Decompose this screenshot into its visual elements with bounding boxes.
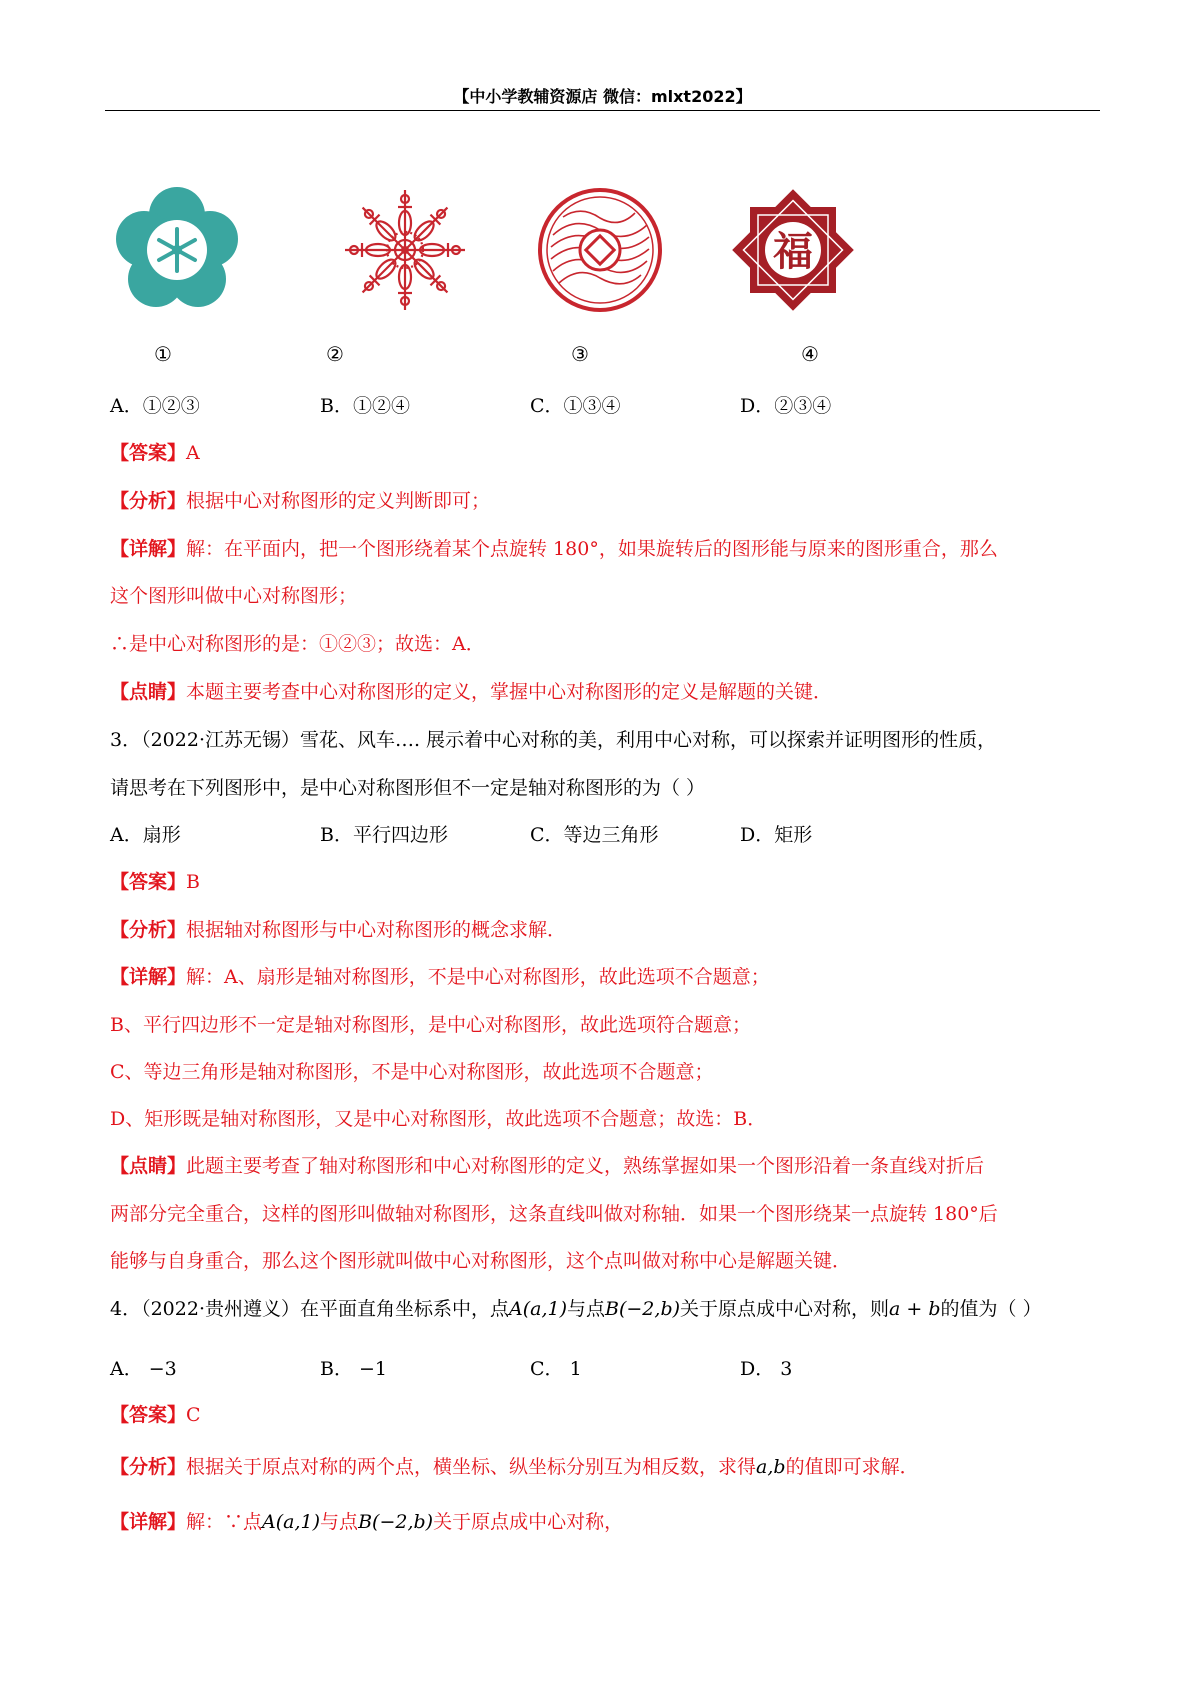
q2-detail-1: 【详解】解：在平面内，把一个图形绕着某个点旋转 180°，如果旋转后的图形能与原来的图形重合，那么: [110, 538, 998, 560]
q3-detail-1: 【详解】解：A、扇形是轴对称图形，不是中心对称图形，故此选项不合题意；: [110, 966, 770, 988]
snowflake-figure: [340, 185, 470, 315]
q4-detail: 【详解】解：∵点A(a,1)与点B(−2,b)关于原点成中心对称，: [110, 1511, 624, 1533]
q2-option-c: C．①③④: [530, 395, 621, 417]
figure-label-2: ②: [326, 342, 344, 366]
q3-stem-1: 3．（2022·江苏无锡）雪花、风车…. 展示着中心对称的美，利用中心对称，可以探索并证明图形的性质，: [110, 729, 997, 751]
q2-option-b: B．①②④: [320, 395, 410, 417]
q3-stem-2: 请思考在下列图形中，是中心对称图形但不一定是轴对称图形的为（ ）: [110, 777, 706, 799]
q3-comment-1: 【点睛】此题主要考查了轴对称图形和中心对称图形的定义，熟练掌握如果一个图形沿着一条直线对折后: [110, 1155, 985, 1177]
q2-answer: 【答案】A: [110, 442, 200, 464]
q2-option-a: A．①②③: [110, 395, 200, 417]
q3-option-d: D．矩形: [740, 824, 813, 846]
figure-label-3: ③: [571, 342, 589, 366]
q2-option-d: D．②③④: [740, 395, 832, 417]
q3-answer: 【答案】B: [110, 871, 200, 893]
q2-analysis: 【分析】根据中心对称图形的定义判断即可；: [110, 490, 491, 512]
q4-analysis: 【分析】根据关于原点对称的两个点，横坐标、纵坐标分别互为相反数，求得a,b的值即可求解．: [110, 1456, 919, 1478]
plum-flower-figure: [112, 185, 242, 315]
q3-comment-2: 两部分完全重合，这样的图形叫做轴对称图形，这条直线叫做对称轴．如果一个图形绕某一点旋转 180°后: [110, 1203, 998, 1225]
q4-option-a: A． −3: [110, 1358, 177, 1380]
q2-comment: 【点睛】本题主要考查中心对称图形的定义，掌握中心对称图形的定义是解题的关键．: [110, 681, 833, 703]
q4-option-d: D． 3: [740, 1358, 793, 1380]
fu-character: 福: [773, 228, 813, 275]
q3-detail-4: D、矩形既是轴对称图形，又是中心对称图形，故此选项不合题意；故选：B．: [110, 1108, 767, 1130]
q4-answer: 【答案】C: [110, 1404, 201, 1426]
q3-comment-3: 能够与自身重合，那么这个图形就叫做中心对称图形，这个点叫做对称中心是解题关键．: [110, 1250, 852, 1272]
q4-stem: 4．（2022·贵州遵义）在平面直角坐标系中，点A(a,1)与点B(−2,b)关于原点成中心对称，则a + b的值为（ ）: [110, 1298, 1042, 1320]
q3-option-b: B．平行四边形: [320, 824, 448, 846]
q2-detail-3: ∴是中心对称图形的是：①②③；故选：A．: [110, 633, 485, 655]
figure-label-4: ④: [801, 342, 819, 366]
q2-detail-2: 这个图形叫做中心对称图形；: [110, 585, 358, 607]
q4-option-b: B． −1: [320, 1358, 388, 1380]
fu-octagram-figure: [728, 185, 858, 315]
q3-option-a: A．扇形: [110, 824, 181, 846]
q3-analysis: 【分析】根据轴对称图形与中心对称图形的概念求解．: [110, 919, 567, 941]
page-header: 【中小学教辅资源店 微信：mlxt2022】: [453, 87, 752, 106]
q3-detail-3: C、等边三角形是轴对称图形，不是中心对称图形，故此选项不合题意；: [110, 1061, 714, 1083]
q3-detail-2: B、平行四边形不一定是轴对称图形，是中心对称图形，故此选项符合题意；: [110, 1014, 751, 1036]
header-rule: [105, 110, 1100, 111]
wave-medallion-figure: [535, 185, 665, 315]
q3-option-c: C．等边三角形: [530, 824, 659, 846]
figure-label-1: ①: [154, 342, 172, 366]
q4-option-c: C． 1: [530, 1358, 582, 1380]
